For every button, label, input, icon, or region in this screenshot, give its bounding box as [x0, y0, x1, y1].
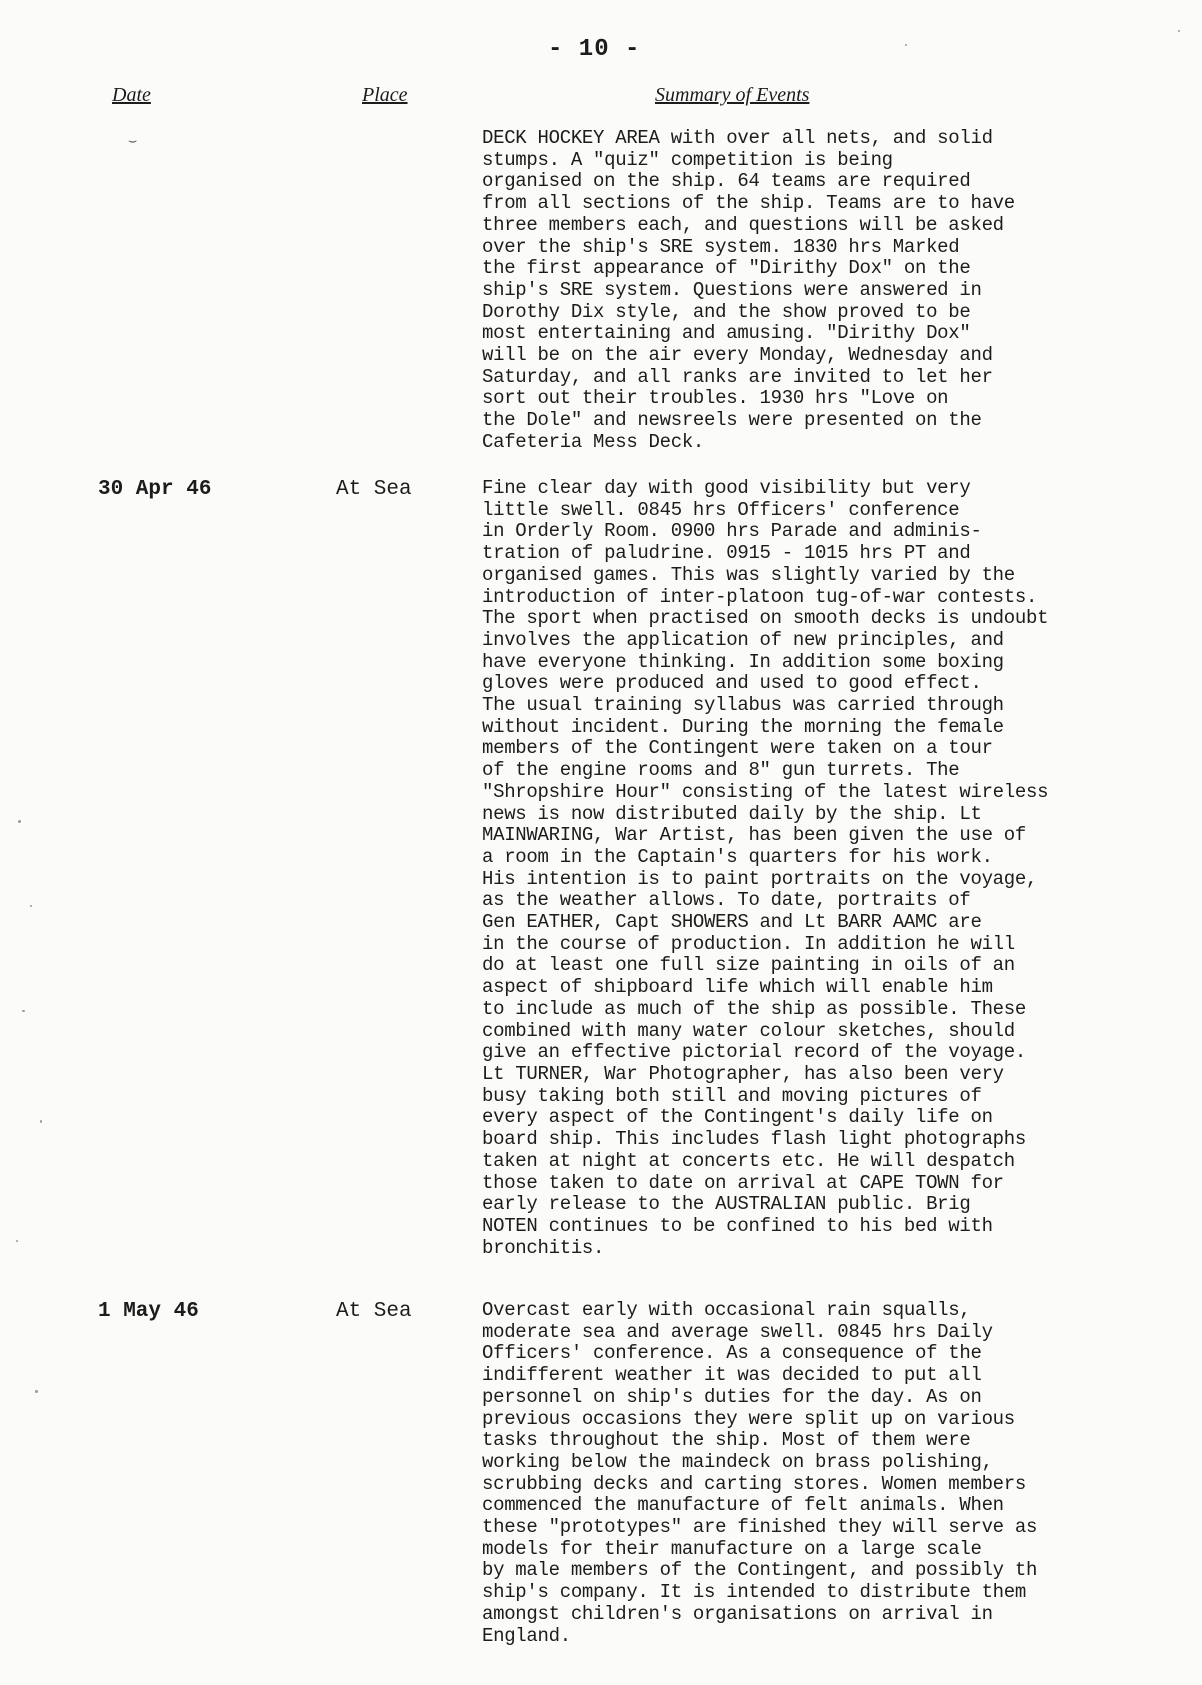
- entry-place: At Sea: [336, 1300, 412, 1323]
- scan-speck: [18, 820, 21, 823]
- page-number: - 10 -: [548, 36, 641, 63]
- column-header-place: Place: [362, 84, 408, 106]
- entry-summary: Overcast early with occasional rain squalls, moderate sea and average swell. 0845 hrs Daily Officers' conference. As a consequence of the indifferent weather it was decided to put all personnel on ship's duties for the day. As on previous occasions they were split up on various tasks throughout the ship. Most of them were working below the maindeck on brass polishing, scrubbing decks and carting stores. Women members commenced the manufacture of felt animals. When these "prototypes" are finished they will serve as models for their manufacture on a large scale by male members of the Contingent, and possibly th ship's company. It is intended to distribute them amongst children's organisations on arrival in England.: [482, 1299, 1038, 1647]
- scan-speck: [905, 44, 907, 46]
- scan-speck: [1178, 30, 1180, 32]
- scan-speck: [35, 1390, 38, 1393]
- tick-mark-icon: ⌣: [128, 134, 138, 150]
- entry-date: 30 Apr 46: [98, 478, 212, 501]
- column-header-date: Date: [112, 84, 151, 106]
- scan-speck: [30, 905, 32, 907]
- entry-date: 1 May 46: [98, 1300, 199, 1323]
- entry-summary: Fine clear day with good visibility but very little swell. 0845 hrs Officers' conference in Orderly Room. 0900 hrs Parade and adminis- tration of paludrine. 0915 - 1015 hrs PT and organised games. This was slightly varied by the introduction of inter-platoon tug-of-war contests. The sport when practised on smooth decks is undoubt involves the application of new principles, and have everyone thinking. In addition some boxing gloves were produced and used to good effect. The usual training syllabus was carried through without incident. During the morning the female members of the Contingent were taken on a tour of the engine rooms and 8" gun turrets. The "Shropshire Hour" consisting of the latest wireless news is now distributed daily by the ship. Lt MAINWARING, War Artist, has been given the use of a room in the Captain's quarters for his work. His intention is to paint portraits on the voyage, as the weather allows. To date, portraits of Gen EATHER, Capt SHOWERS and Lt BARR AAMC are in the course of production. In addition he will do at least one full size painting in oils of an aspect of shipboard life which will enable him to include as much of the ship as possible. These combined with many water colour sketches, should give an effective pictorial record of the voyage. Lt TURNER, War Photographer, has also been very busy taking both still and moving pictures of every aspect of the Contingent's daily life on board ship. This includes flash light photographs taken at night at concerts etc. He will despatch those taken to date on arrival at CAPE TOWN for early release to the AUSTRALIAN public. Brig NOTEN continues to be confined to his bed with bronchitis.: [482, 477, 1049, 1259]
- scan-speck: [40, 1120, 42, 1123]
- scan-speck: [16, 1240, 18, 1242]
- column-header-summary: Summary of Events: [655, 84, 810, 106]
- entry-summary: DECK HOCKEY AREA with over all nets, and solid stumps. A "quiz" competition is being organised on the ship. 64 teams are required from all sections of the ship. Teams are to have three members each, and questions will be asked over the ship's SRE system. 1830 hrs Marked the first appearance of "Dirithy Dox" on the ship's SRE system. Questions were answered in Dorothy Dix style, and the show proved to be most entertaining and amusing. "Dirithy Dox" will be on the air every Monday, Wednesday and Saturday, and all ranks are invited to let her sort out their troubles. 1930 hrs "Love on the Dole" and newsreels were presented on the Cafeteria Mess Deck.: [482, 127, 1015, 453]
- scan-speck: [22, 1010, 25, 1012]
- entry-place: At Sea: [336, 478, 412, 501]
